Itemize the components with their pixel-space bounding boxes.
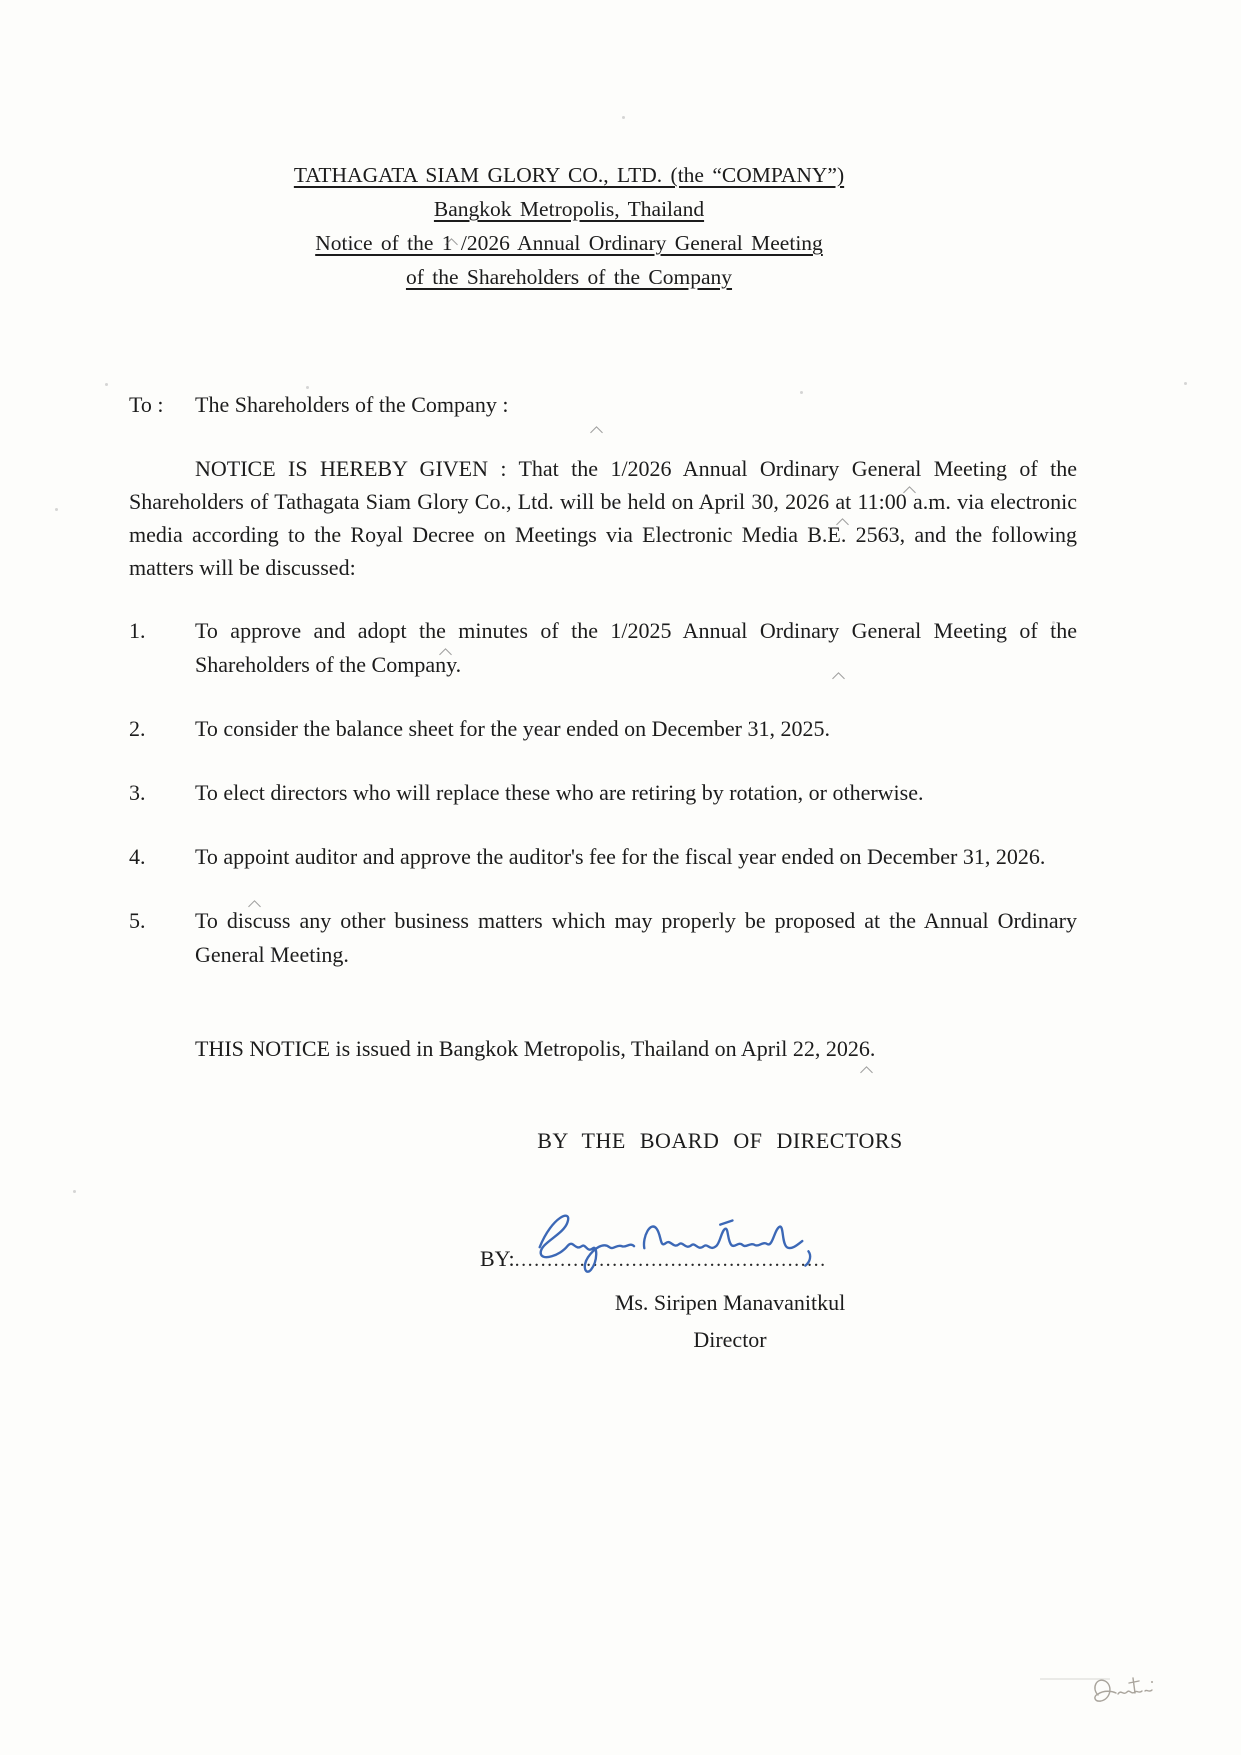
scan-speck — [105, 383, 108, 386]
agenda-item-number: 4. — [129, 844, 146, 869]
agenda-item-number: 1. — [129, 618, 146, 643]
scan-speck — [800, 391, 803, 394]
scan-speck — [73, 1190, 76, 1193]
document-header — [129, 158, 1009, 294]
closing-line: THIS NOTICE is issued in Bangkok Metropolis, Thailand on April 22, 2026. — [195, 1036, 876, 1061]
scan-smudge — [1040, 1678, 1110, 1680]
agenda-list — [129, 614, 1077, 1002]
salutation-recipient: The Shareholders of the Company : — [195, 392, 509, 417]
salutation-label: To : — [129, 392, 164, 417]
scan-speck — [1052, 621, 1055, 624]
salutation — [129, 392, 508, 418]
scan-speck — [306, 386, 309, 389]
agenda-item-text: To consider the balance sheet for the year ended on December 31, 2025. — [195, 716, 830, 741]
company-location: Bangkok Metropolis, Thailand — [433, 197, 705, 221]
signature-row — [480, 1246, 827, 1272]
agenda-item — [129, 904, 1077, 972]
agenda-item-number: 5. — [129, 908, 146, 933]
agenda-item — [129, 712, 1077, 746]
signature-block — [480, 1284, 980, 1358]
agenda-item-text: To approve and adopt the minutes of the 1/2025 Annual Ordinary General Meeting of the Shareholders of the Company. — [195, 618, 1077, 677]
agenda-item — [129, 614, 1077, 682]
by-label: BY: — [480, 1246, 515, 1271]
agenda-item — [129, 840, 1077, 874]
agenda-item-number: 2. — [129, 716, 146, 741]
signatory-name: Ms. Siripen Manavanitkul — [614, 1290, 846, 1315]
company-name: TATHAGATA SIAM GLORY CO., LTD. (the “COMPANY”) — [293, 163, 845, 187]
caret-mark — [590, 426, 603, 439]
scan-speck — [622, 116, 625, 119]
caret-mark — [860, 1066, 873, 1079]
agenda-item-text: To discuss any other business matters which may properly be proposed at the Annual Ordinary General Meeting. — [195, 908, 1077, 967]
scan-speck — [1184, 382, 1187, 385]
agenda-item-text: To appoint auditor and approve the auditor's fee for the fiscal year ended on December 31, 2026. — [195, 844, 1046, 869]
agenda-item-number: 3. — [129, 780, 146, 805]
scan-speck — [55, 508, 58, 511]
corner-initials-mark-icon — [1078, 1663, 1168, 1718]
board-of-directors-line: BY THE BOARD OF DIRECTORS — [537, 1128, 903, 1153]
signatory-role: Director — [693, 1327, 767, 1352]
notice-title-line1: Notice of the 1 /2026 Annual Ordinary General Meeting — [315, 231, 823, 255]
signature-dotted-line: ................................................ — [514, 1249, 827, 1271]
agenda-item — [129, 776, 1077, 810]
agenda-item-text: To elect directors who will replace these who are retiring by rotation, or otherwise. — [195, 780, 924, 805]
intro-paragraph: NOTICE IS HEREBY GIVEN : That the 1/2026 Annual Ordinary General Meeting of the Shareholders of Tathagata Siam Glory Co., Ltd. will be held on April 30, 2026 at 11:00 a.m. via electronic media according to the Royal Decree on Meetings via Electronic Media B.E. 2563, and the following matters will be discussed: — [129, 456, 1077, 580]
notice-title-line2: of the Shareholders of the Company — [405, 265, 733, 289]
